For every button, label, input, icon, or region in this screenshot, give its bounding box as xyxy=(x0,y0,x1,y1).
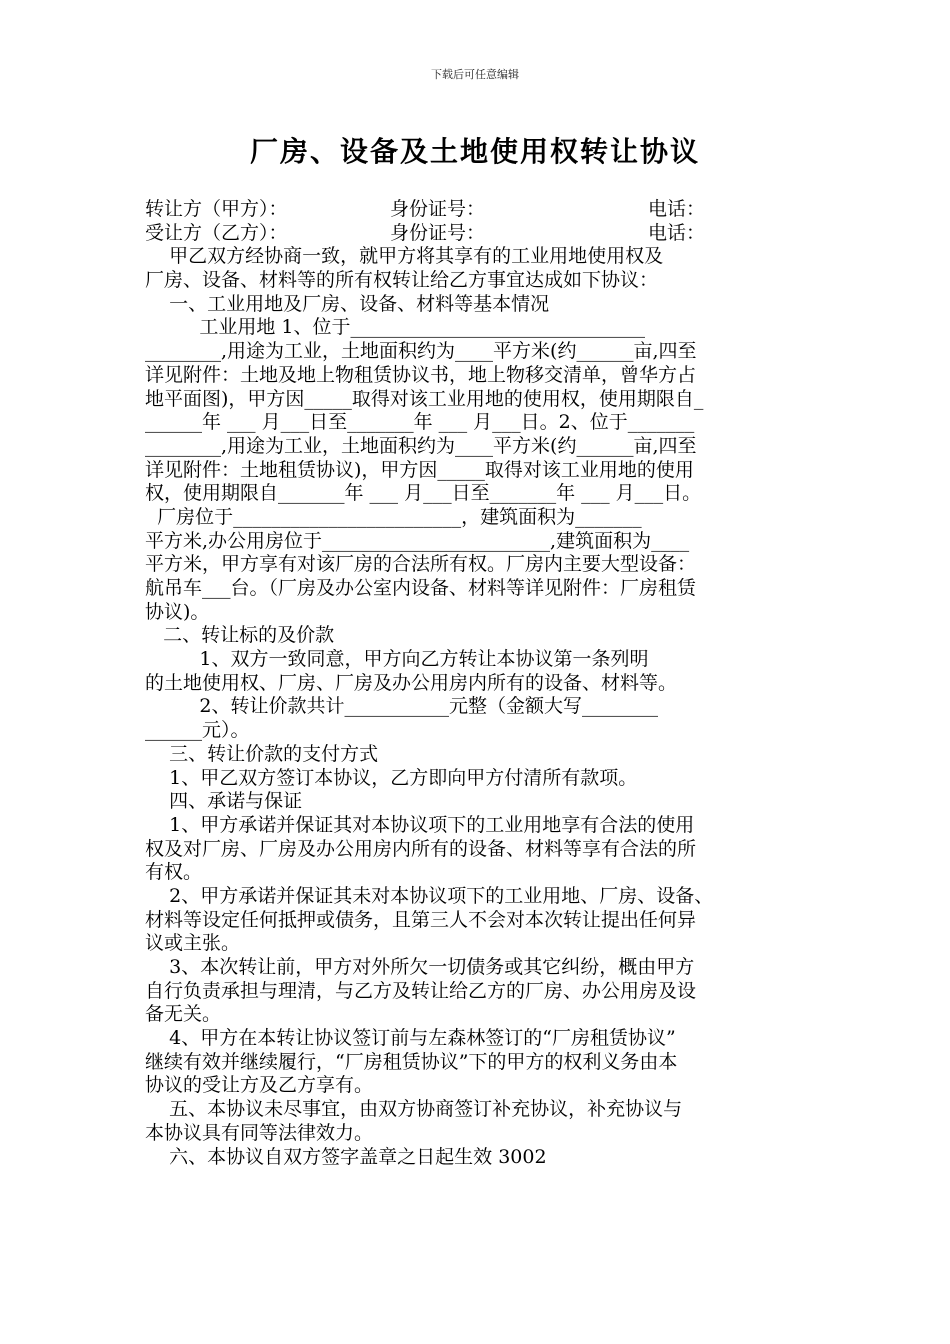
text-line: 权，使用期限自_______年 ___ 月___日至_______年 ___ 月___日。 xyxy=(145,482,702,505)
transferor-id-label: 身份证号： xyxy=(390,198,486,220)
text-line: ______年 ___ 月___日至_______年 ___ 月___日。2、位于_______ xyxy=(145,411,695,434)
text-line: 二、转让标的及价款 xyxy=(145,624,335,647)
text-line: 三、转让价款的支付方式 xyxy=(145,742,379,765)
text-line: 详见附件：土地租赁协议)，甲方因_____取得对该工业用地的使用 xyxy=(145,458,694,481)
document-body xyxy=(145,198,810,1169)
text-line: 1、甲乙双方签订本协议，乙方即向甲方付清所有款项。 xyxy=(145,766,638,789)
text-line: 议或主张。 xyxy=(145,932,241,955)
text-line: 协议)。 xyxy=(145,600,210,623)
party-row-transferor xyxy=(145,198,810,222)
text-line: 四、承诺与保证 xyxy=(145,790,303,813)
text-line: ______元）。 xyxy=(145,719,250,742)
text-line: 2、转让价款共计___________元整（金额大写________ xyxy=(145,695,658,718)
text-line: 工业用地 1、位于_______________________________ xyxy=(145,316,645,339)
text-line: 材料等设定任何抵押或债务，且第三人不会对本次转让提出任何异 xyxy=(145,908,697,931)
text-line: 3、本次转让前，甲方对外所欠一切债务或其它纠纷，概由甲方 xyxy=(145,956,695,978)
text-line: 有权。 xyxy=(145,861,203,884)
text-line: 继续有效并继续履行，“厂房租赁协议”下的甲方的权利义务由本 xyxy=(145,1050,678,1073)
text-line: 一、工业用地及厂房、设备、材料等基本情况 xyxy=(145,292,550,315)
text-line: 协议的受让方及乙方享有。 xyxy=(145,1074,374,1097)
text-line: 备无关。 xyxy=(145,1003,222,1026)
text-line: 六、本协议自双方签字盖章之日起生效 3002 xyxy=(145,1145,547,1168)
text-line: 1、甲方承诺并保证其对本协议项下的工业用地享有合法的使用 xyxy=(145,813,695,836)
text-line: 本协议具有同等法律效力。 xyxy=(145,1121,374,1144)
party-row-transferee xyxy=(145,222,810,246)
text-line: ________,用途为工业，土地面积约为____平方米(约______亩,四至 xyxy=(145,434,697,457)
agreement-text xyxy=(145,245,810,1169)
text-line: 平方米,办公用房位于________________________,建筑面积为____ xyxy=(145,529,690,552)
document-title: 厂房、设备及土地使用权转让协议 xyxy=(249,135,700,168)
text-line: 详见附件：土地及地上物租赁协议书，地上物移交清单，曾华方占 xyxy=(145,363,697,386)
text-line: 航吊车___台。（厂房及办公室内设备、材料等详见附件：厂房租赁 xyxy=(145,577,697,599)
text-line: 4、甲方在本转让协议签订前与左森林签订的“厂房租赁协议” xyxy=(145,1027,676,1050)
text-line: 厂房、设备、材料等的所有权转让给乙方事宜达成如下协议： xyxy=(145,269,659,292)
text-line: 甲乙双方经协商一致，就甲方将其享有的工业用地使用权及 xyxy=(145,245,664,268)
text-line: 1、双方一致同意，甲方向乙方转让本协议第一条列明 xyxy=(145,648,649,671)
text-line: 的土地使用权、厂房、厂房及办公用房内所有的设备、材料等。 xyxy=(145,671,678,694)
text-line: 自行负责承担与理清，与乙方及转让给乙方的厂房、办公用房及设 xyxy=(145,979,697,1002)
transferee-label: 受让方（乙方）： xyxy=(145,221,288,244)
text-line: 权及对厂房、厂房及办公用房内所有的设备、材料等享有合法的所 xyxy=(145,837,697,860)
header-note: 下载后可任意编辑 xyxy=(431,68,519,81)
text-line: 五、本协议未尽事宜，由双方协商签订补充协议，补充协议与 xyxy=(145,1098,683,1121)
text-line: 2、甲方承诺并保证其未对本协议项下的工业用地、厂房、设备、 xyxy=(145,884,714,907)
text-line: 厂房位于________________________，建筑面积为_______ xyxy=(145,505,642,528)
transferor-phone-label: 电话： xyxy=(648,198,706,220)
text-line: 平方米，甲方享有对该厂房的合法所有权。厂房内主要大型设备： xyxy=(145,553,697,576)
text-line: ________,用途为工业，土地面积约为____平方米(约______亩,四至 xyxy=(145,340,697,363)
transferor-label: 转让方（甲方）： xyxy=(145,198,288,220)
transferee-id-label: 身份证号： xyxy=(390,221,486,244)
text-line: 地平面图)，甲方因_____取得对该工业用地的使用权，使用期限自_ xyxy=(145,387,704,410)
transferee-phone-label: 电话： xyxy=(648,221,706,244)
